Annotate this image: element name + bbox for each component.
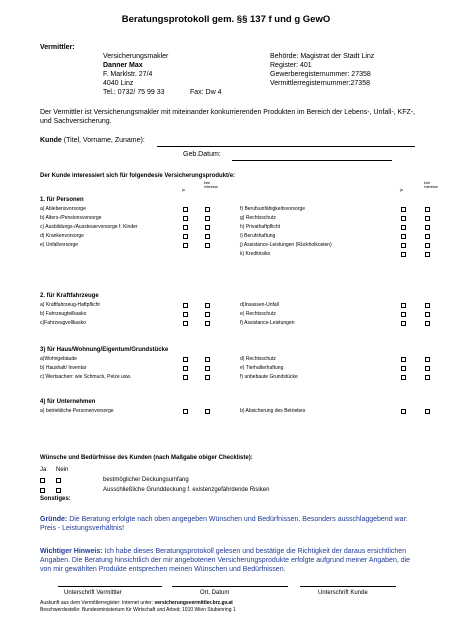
- product-kein-interesse-checkbox[interactable]: [205, 366, 210, 371]
- section-heading: 3) für Haus/Wohnung/Eigentum/Grundstücke: [40, 347, 169, 353]
- product-ja-checkbox[interactable]: [401, 225, 406, 230]
- wish-2-ja-checkbox[interactable]: [40, 488, 45, 493]
- signature-label-ort-datum: Ort, Datum: [200, 590, 230, 596]
- product-item-label: b) Fahrzeugteilkasko: [40, 311, 87, 317]
- product-kein-interesse-checkbox[interactable]: [205, 225, 210, 230]
- product-kein-interesse-checkbox[interactable]: [205, 243, 210, 248]
- product-ja-checkbox[interactable]: [183, 216, 188, 221]
- product-ja-checkbox[interactable]: [401, 321, 406, 326]
- product-item-label: a) Kraftfahrzeug-Haftpflicht: [40, 302, 100, 308]
- wishes-col-nein: Nein: [56, 467, 69, 473]
- product-item-label: e) Unfallvorsorge: [40, 242, 79, 248]
- signature-label-kunde: Unterschrift Kunde: [318, 590, 368, 596]
- product-ja-checkbox[interactable]: [183, 243, 188, 248]
- product-ja-checkbox[interactable]: [183, 303, 188, 308]
- col-kein-left: kein: [204, 181, 211, 185]
- product-kein-interesse-checkbox[interactable]: [425, 357, 430, 362]
- wish-1-ja-checkbox[interactable]: [40, 478, 45, 483]
- col-kein-right: kein: [424, 181, 431, 185]
- kunde-hint: (Titel, Vorname, Zuname):: [63, 137, 145, 144]
- product-item-label: k) Kreditrisiko: [240, 251, 271, 257]
- product-kein-interesse-checkbox[interactable]: [425, 234, 430, 239]
- kunde-label-row: [40, 136, 145, 145]
- col-interesse-right: Interesse: [424, 185, 438, 189]
- product-kein-interesse-checkbox[interactable]: [425, 207, 430, 212]
- product-item-label: f) Berufsunfähigkeitsvorsorge: [240, 206, 306, 212]
- kunde-name-field[interactable]: [157, 146, 415, 147]
- product-item-label: i) Berufshaftung: [240, 233, 276, 239]
- hinweis-block: [40, 547, 420, 574]
- product-item-label: d)Insassen-Unfall: [240, 302, 279, 308]
- product-ja-checkbox[interactable]: [183, 321, 188, 326]
- vermittler-register: Register: 401: [270, 62, 312, 69]
- page-title: Beratungsprotokoll gem. §§ 137 f und g GewO: [121, 14, 331, 25]
- product-kein-interesse-checkbox[interactable]: [205, 321, 210, 326]
- product-kein-interesse-checkbox[interactable]: [205, 409, 210, 414]
- product-kein-interesse-checkbox[interactable]: [205, 303, 210, 308]
- product-item-label: j) Assistance-Leistungen (Rückholkosten): [240, 242, 332, 248]
- footer-beschwerde: Beschwerdestelle: Bundesministerium für Wirtschaft und Arbeit; 1010 Wien Stubenring 1: [40, 607, 236, 613]
- vermittler-register-nr: Vermittlerregisternummer:27358: [270, 80, 370, 87]
- signature-line-kunde[interactable]: [300, 586, 396, 587]
- wishes-heading: Wünsche und Bedürfnisse des Kunden (nach Maßgabe obiger Checkliste):: [40, 455, 253, 461]
- product-ja-checkbox[interactable]: [401, 216, 406, 221]
- product-ja-checkbox[interactable]: [183, 312, 188, 317]
- kunde-label: Kunde: [40, 137, 62, 144]
- vermittler-type: Versicherungsmakler: [103, 53, 169, 60]
- interest-heading: Der Kunde interessiert sich für folgendes/e Versicherungsprodukt/e:: [40, 173, 236, 179]
- signature-line-ort-datum[interactable]: [172, 586, 288, 587]
- sonstiges-label: Sonstiges:: [40, 496, 71, 502]
- gruende-text: Die Beratung erfolgte nach oben angegeben Wünschen und Bedürfnissen. Besonders ausschlaggebend war: Preis - Leistungsverhältnis!: [40, 516, 408, 532]
- product-kein-interesse-checkbox[interactable]: [205, 375, 210, 380]
- product-kein-interesse-checkbox[interactable]: [205, 207, 210, 212]
- vermittler-fax: Fax: Dw 4: [190, 89, 222, 96]
- vermittler-heading: Vermittler:: [40, 44, 75, 51]
- col-ja-right: ja: [400, 188, 403, 192]
- product-item-label: f) Assistance-Leistungen: [240, 320, 295, 326]
- product-item-label: d) Rechtsschutz: [240, 356, 276, 362]
- product-ja-checkbox[interactable]: [401, 409, 406, 414]
- footer-register-prefix: Auskunft aus dem Vermittlerregister: Internet unter:: [40, 600, 155, 606]
- product-item-label: a)Wohngebäude: [40, 356, 77, 362]
- wish-2-nein-checkbox[interactable]: [56, 488, 61, 493]
- vermittler-name: Danner Max: [103, 62, 143, 69]
- product-item-label: b) Alters-/Pensionsvorsorge: [40, 215, 102, 221]
- vermittler-street: F. Marklstr. 27/4: [103, 71, 153, 78]
- product-item-label: b) Haushalt/ Inventar: [40, 365, 87, 371]
- product-item-label: e) Rechtsschutz: [240, 311, 276, 317]
- product-ja-checkbox[interactable]: [401, 252, 406, 257]
- gruende-label: Gründe:: [40, 516, 68, 523]
- product-ja-checkbox[interactable]: [183, 366, 188, 371]
- product-ja-checkbox[interactable]: [401, 375, 406, 380]
- section-heading: 2. für Kraftfahrzeuge: [40, 293, 99, 299]
- product-kein-interesse-checkbox[interactable]: [425, 216, 430, 221]
- vermittler-tel: Tel.: 0732/ 75 99 33: [103, 89, 165, 96]
- wishes-col-ja: Ja: [40, 467, 47, 473]
- vermittler-city: 4040 Linz: [103, 80, 134, 87]
- product-item-label: b) Absicherung des Betriebes: [240, 408, 306, 414]
- product-ja-checkbox[interactable]: [401, 303, 406, 308]
- product-ja-checkbox[interactable]: [183, 234, 188, 239]
- product-ja-checkbox[interactable]: [401, 366, 406, 371]
- hinweis-text: Ich habe dieses Beratungsprotokoll gelesen und bestätige die Richtigkeit der daraus ersichtlichen Angaben. Die Beratung hinsichtlich der mir angebotenen Versicherungsprodukte erfolgte aufgrund meiner Angaben, die von mir gewählten Produkte entsprechen meinen Wünschen und Bedürfnissen.: [40, 548, 411, 573]
- product-kein-interesse-checkbox[interactable]: [425, 243, 430, 248]
- product-kein-interesse-checkbox[interactable]: [205, 357, 210, 362]
- product-ja-checkbox[interactable]: [183, 357, 188, 362]
- product-item-label: c) Wertsachen: wie Schmuck, Pelze usw.: [40, 374, 132, 380]
- footer-register-link[interactable]: versicherungsvermittler.brz.gv.at: [154, 600, 233, 606]
- intro-text: Der Vermittler ist Versicherungsmakler mit miteinander konkurrierenden Produkten im Bereich der Lebens-, Unfall-, KFZ-, und Sachversicherung.: [40, 109, 416, 125]
- signature-label-vermittler: Unterschrift Vermittler: [64, 590, 122, 596]
- product-ja-checkbox[interactable]: [401, 207, 406, 212]
- hinweis-label: Wichtiger Hinweis:: [40, 548, 103, 555]
- wish-1-label: bestmöglicher Deckungsumfang: [103, 477, 189, 483]
- product-item-label: e) Tierhalterhaftung: [240, 365, 284, 371]
- col-ja-left: ja: [182, 188, 185, 192]
- product-kein-interesse-checkbox[interactable]: [425, 375, 430, 380]
- product-item-label: a) Ablebensvorsorge: [40, 206, 86, 212]
- section-heading: 4) für Unternehmen: [40, 399, 96, 405]
- product-kein-interesse-checkbox[interactable]: [425, 312, 430, 317]
- product-kein-interesse-checkbox[interactable]: [205, 234, 210, 239]
- product-ja-checkbox[interactable]: [401, 243, 406, 248]
- product-kein-interesse-checkbox[interactable]: [205, 312, 210, 317]
- product-kein-interesse-checkbox[interactable]: [425, 252, 430, 257]
- col-interesse-left: Interesse: [204, 185, 218, 189]
- product-ja-checkbox[interactable]: [401, 312, 406, 317]
- product-kein-interesse-checkbox[interactable]: [425, 366, 430, 371]
- product-item-label: d) Krankenvorsorge: [40, 233, 84, 239]
- section-heading: 1. für Personen: [40, 197, 84, 203]
- product-kein-interesse-checkbox[interactable]: [425, 321, 430, 326]
- product-item-label: h) Privathaftpflicht: [240, 224, 281, 230]
- vermittler-behoerde: Behörde: Magistrat der Stadt Linz: [270, 53, 375, 60]
- product-kein-interesse-checkbox[interactable]: [205, 216, 210, 221]
- product-ja-checkbox[interactable]: [183, 207, 188, 212]
- product-ja-checkbox[interactable]: [401, 234, 406, 239]
- wish-1-nein-checkbox[interactable]: [56, 478, 61, 483]
- product-ja-checkbox[interactable]: [401, 357, 406, 362]
- geb-datum-field[interactable]: [232, 160, 392, 161]
- product-item-label: c) Ausbildungs-/Aussteuervorsorge f. Kinder: [40, 224, 138, 230]
- product-item-label: c)Fahrzeugvollkasko: [40, 320, 86, 326]
- product-ja-checkbox[interactable]: [183, 375, 188, 380]
- footer-register-line: [40, 600, 233, 606]
- wish-2-label: Ausschließliche Grunddeckung f. existenzgefährdende Risiken: [103, 487, 270, 493]
- product-ja-checkbox[interactable]: [183, 225, 188, 230]
- product-item-label: g) Rechtsschutz: [240, 215, 276, 221]
- gruende-block: [40, 515, 410, 533]
- geb-datum-label: Geb.Datum:: [183, 151, 221, 158]
- product-ja-checkbox[interactable]: [183, 409, 188, 414]
- product-item-label: f) unbebaute Grundstücke: [240, 374, 298, 380]
- product-kein-interesse-checkbox[interactable]: [425, 303, 430, 308]
- product-kein-interesse-checkbox[interactable]: [425, 225, 430, 230]
- product-item-label: a) betriebliche Personenvorsorge: [40, 408, 114, 414]
- product-kein-interesse-checkbox[interactable]: [425, 409, 430, 414]
- signature-line-vermittler[interactable]: [58, 586, 162, 587]
- vermittler-gewerbe-nr: Gewerberegisternummer: 27358: [270, 71, 371, 78]
